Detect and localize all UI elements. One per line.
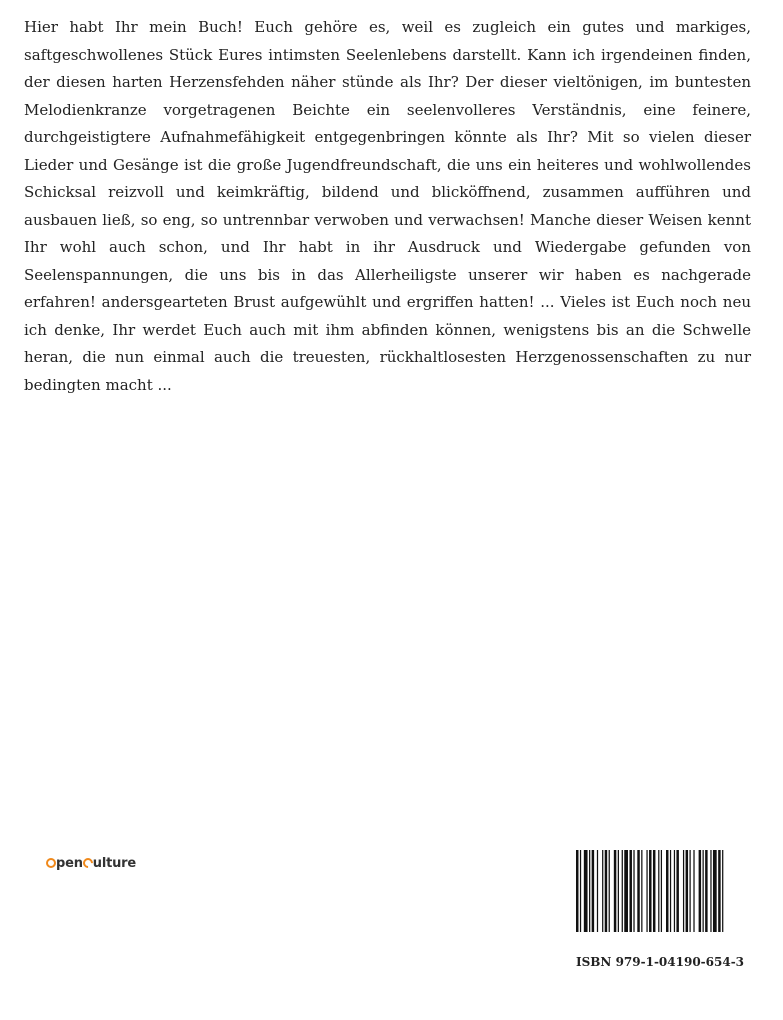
back-cover-blurb: Hier habt Ihr mein Buch! Euch gehöre es, weil es zugleich ein gutes und markiges, saftgeschwollenes Stück Eures intimsten Seelenlebens darstellt. Kann ich irgendeinen finden, der diesen harten Herzensfehden näher stünde als Ihr? Der dieser vieltönigen, im buntesten Melodienkranze vorgetragenen Beichte ein seelenvolleres Verständnis, eine feinere, durchgeistigtere Aufnahmefähigkeit entgegenbringen könnte als Ihr? Mit so vielen dieser Lieder und Gesänge ist die große Jugendfreundschaft, die uns ein heiteres und wohlwollendes Schicksal reizvoll und keimkräftig, bildend und blicköffnend, zusammen aufführen und ausbauen ließ, so eng, so untrennbar verwoben und verwachsen! Manche dieser Weisen kennt Ihr wohl auch schon, und Ihr habt in ihr Ausdruck und Wiedergabe gefunden von Seelenspannungen, die uns bis in das Allerheiligste unserer wir haben es nachgerade erfahren! andersgearteten Brust aufgewühlt und ergriffen hatten! ... Vieles ist Euch noch neu ich denke, Ihr werdet Euch auch mit ihm abfinden können, wenigstens bis an die Schwelle heran, die nun einmal auch die treuesten, rückhaltlosesten Herzgenossenschaften zu nur bedingten macht ... xyxy=(24,18,751,394)
publisher-logo xyxy=(46,852,136,874)
logo-o-icon xyxy=(46,858,56,868)
isbn-number: ISBN 979-1-04190-654-3 xyxy=(576,955,745,969)
barcode xyxy=(576,850,726,932)
logo-text-part1: pen xyxy=(56,855,83,871)
barcode-icon xyxy=(576,850,726,932)
logo-text-part2: ulture xyxy=(92,855,136,871)
